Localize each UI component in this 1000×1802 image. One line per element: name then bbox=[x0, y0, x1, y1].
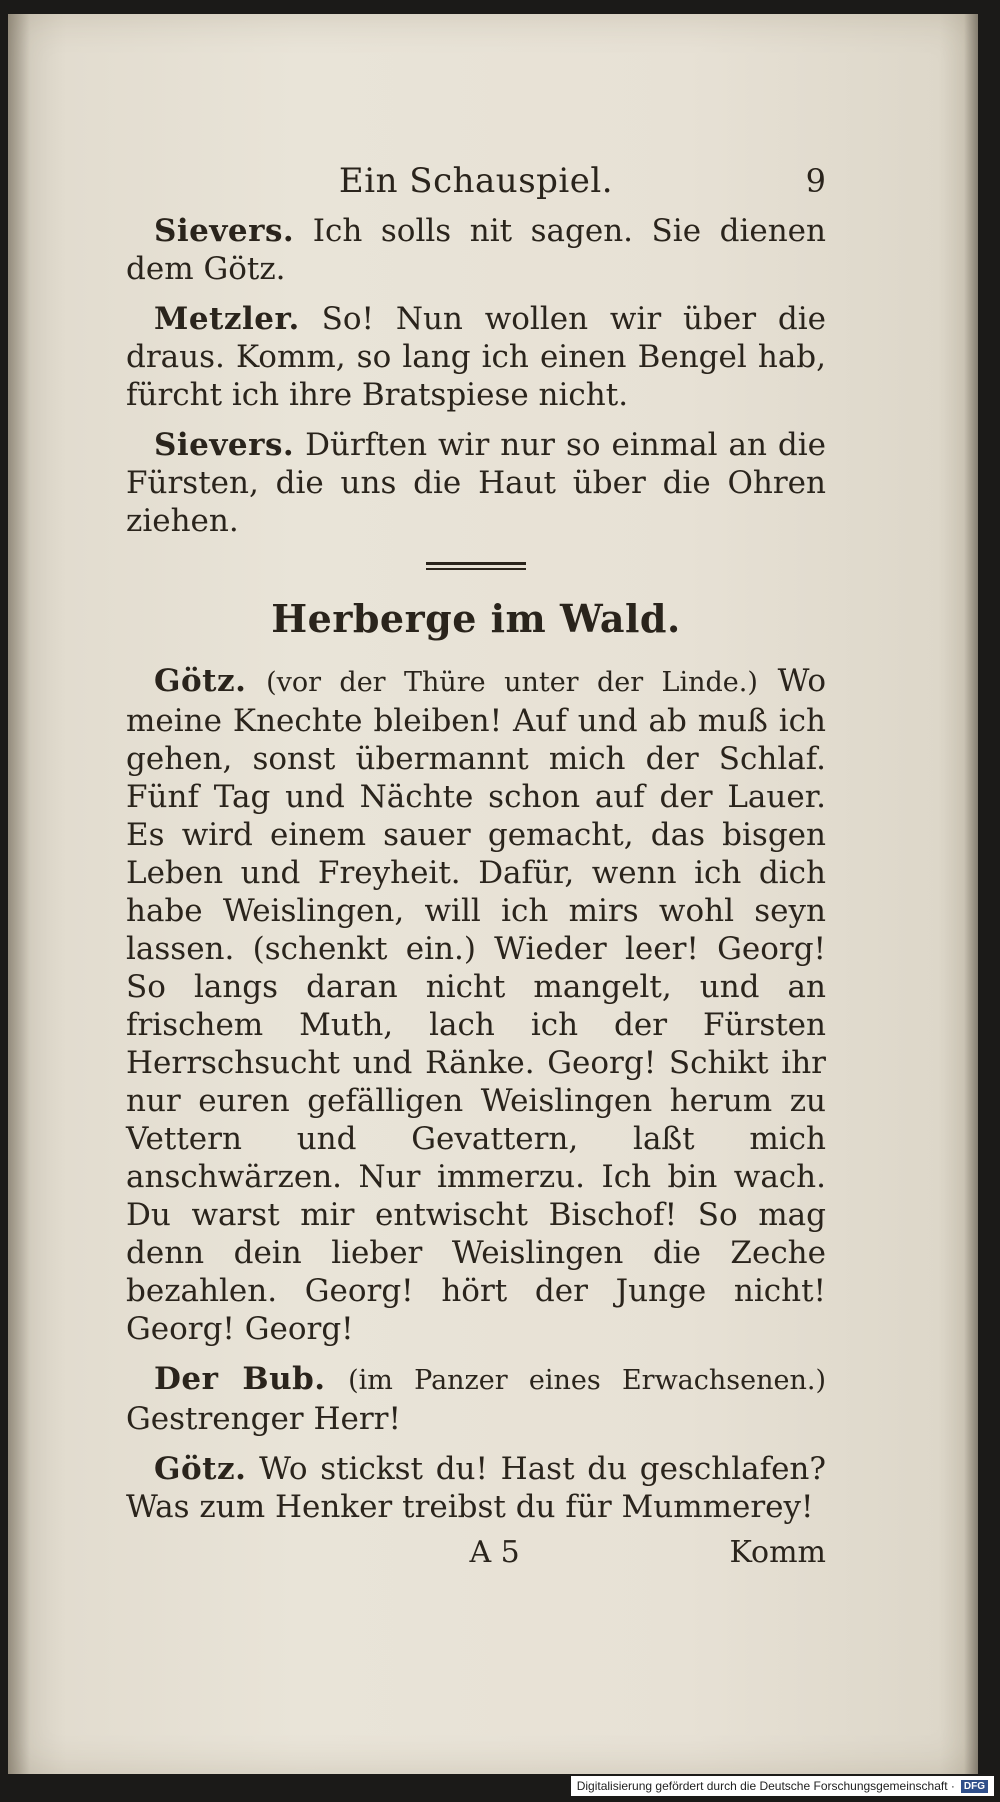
speaker-name: Metzler. bbox=[154, 301, 300, 337]
credit-text: Digitalisierung gefördert durch die Deutsche Forschungsgemeinschaft · bbox=[576, 1779, 955, 1793]
dialogue-paragraph bbox=[126, 212, 826, 288]
page-footer bbox=[126, 1534, 826, 1572]
scene-heading: Herberge im Wald. bbox=[271, 596, 681, 641]
page-number: 9 bbox=[805, 162, 826, 200]
dialogue-paragraph bbox=[126, 300, 826, 414]
catchword: Komm bbox=[729, 1535, 826, 1570]
dfg-logo-icon: DFG bbox=[961, 1780, 988, 1793]
speaker-name: Götz. bbox=[154, 663, 247, 699]
dialogue-text: Ich solls nit sagen. Sie dienen dem Götz. bbox=[126, 213, 826, 287]
dialogue-paragraph bbox=[126, 1450, 826, 1526]
page-edge-shadow bbox=[964, 14, 978, 1774]
spine-shadow bbox=[8, 14, 30, 1774]
digitization-credit bbox=[571, 1776, 994, 1796]
dialogue-paragraph bbox=[126, 1360, 826, 1438]
running-title: Ein Schauspiel. bbox=[338, 161, 614, 201]
dialogue-text: Gestrenger Herr! bbox=[126, 1401, 401, 1437]
dialogue-text: Wo stickst du! Hast du geschlafen? Was zum Henker treibst du für Mummerey! bbox=[126, 1451, 826, 1525]
speaker-name: Götz. bbox=[154, 1451, 247, 1487]
speaker-name: Sievers. bbox=[154, 213, 295, 249]
running-head bbox=[126, 162, 826, 208]
stage-direction: (vor der Thüre unter der Linde.) bbox=[266, 667, 758, 698]
dialogue-paragraph bbox=[126, 426, 826, 540]
speaker-name: Sievers. bbox=[154, 427, 295, 463]
dialogue-text: So! Nun wollen wir über die draus. Komm, so lang ich einen Bengel hab, fürcht ich ihre Bratspiese nicht. bbox=[126, 301, 826, 413]
signature-mark: A 5 bbox=[469, 1535, 520, 1570]
text-block bbox=[126, 162, 826, 1572]
dialogue-text: Dürften wir nur so einmal an die Fürsten, die uns die Haut über die Ohren ziehen. bbox=[126, 427, 826, 539]
book-page bbox=[8, 14, 978, 1774]
dialogue-text: Wo meine Knechte bleiben! Auf und ab muß ich gehen, sonst übermannt mich der Schlaf. Fünf Tag und Nächte schon auf der Lauer. Es wird einem sauer gemacht, das bisgen Leben und Freyheit. Dafür, wenn ich dich habe Weislingen, will ich mirs wohl seyn lassen. (schenkt ein.) Wieder leer! Georg! So langs daran nicht mangelt, und an frischem Muth, lach ich der Fürsten Herrschsucht und Ränke. Georg! Schikt ihr nur euren gefälligen Weislingen herum zu Vettern und Gevattern, laßt mich anschwärzen. Nur immerzu. Ich bin wach. Du warst mir entwischt Bischof! So mag denn dein lieber Weislingen die Zeche bezahlen. Georg! hört der Junge nicht! Georg! Georg! bbox=[126, 663, 827, 1347]
stage-direction: (im Panzer eines Erwachsenen.) bbox=[348, 1365, 826, 1396]
dialogue-paragraph bbox=[126, 662, 826, 1348]
scene-divider bbox=[426, 562, 526, 570]
speaker-name: Der Bub. bbox=[154, 1361, 326, 1397]
